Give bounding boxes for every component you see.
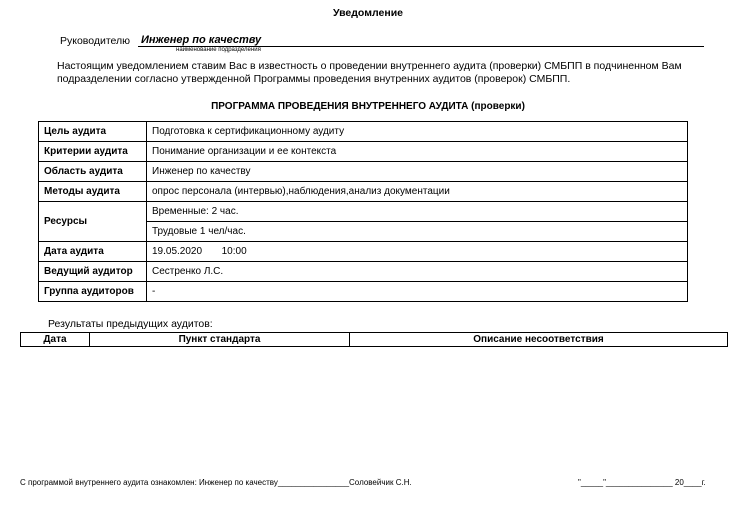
results-header-row: [21, 333, 728, 347]
date-cell: [147, 242, 688, 262]
group-value: -: [147, 282, 688, 302]
date-label: Дата аудита: [39, 242, 147, 262]
resources-time: Временные: 2 час.: [147, 202, 688, 222]
program-title: ПРОГРАММА ПРОВЕДЕНИЯ ВНУТРЕННЕГО АУДИТА (проверки): [211, 101, 525, 112]
acknowledgement-line: С программой внутреннего аудита ознакомлен: Инженер по качеству________________Соловейчик С.Н.: [20, 478, 412, 487]
criteria-label: Критерии аудита: [39, 142, 147, 162]
table-row-resources: [39, 202, 688, 222]
area-value: Инженер по качеству: [147, 162, 688, 182]
results-table: [20, 332, 728, 347]
results-col-description: Описание несоответствия: [350, 333, 728, 347]
methods-value: опрос персонала (интервью),наблюдения,анализ документации: [147, 182, 688, 202]
results-col-clause: Пункт стандарта: [90, 333, 350, 347]
recipient-sublabel: наименование подразделения: [176, 47, 261, 53]
document-title: Уведомление: [332, 7, 403, 19]
resources-labor: Трудовые 1 чел/час.: [147, 222, 688, 242]
table-row-area: [39, 162, 688, 182]
goal-label: Цель аудита: [39, 122, 147, 142]
table-row-date: [39, 242, 688, 262]
methods-label: Методы аудита: [39, 182, 147, 202]
resources-label: Ресурсы: [39, 202, 147, 242]
group-label: Группа аудиторов: [39, 282, 147, 302]
lead-value: Сестренко Л.С.: [147, 262, 688, 282]
lead-label: Ведущий аудитор: [39, 262, 147, 282]
intro-paragraph: Настоящим уведомлением ставим Вас в известность о проведении внутреннего аудита (проверки) СМБПП в подчиненном Вам подразделении согласно утвержденной Программы проведения внутренних аудитов (проверок) СМБПП.: [57, 60, 682, 85]
goal-value: Подготовка к сертификационному аудиту: [147, 122, 688, 142]
recipient-label: Руководителю: [60, 35, 131, 47]
criteria-value: Понимание организации и ее контекста: [147, 142, 688, 162]
table-row-goal: [39, 122, 688, 142]
date-signature-line: "_____"_______________ 20____г.: [578, 478, 706, 487]
time-value: 10:00: [221, 246, 247, 257]
date-value: 19.05.2020: [152, 246, 203, 257]
table-row-criteria: [39, 142, 688, 162]
area-label: Область аудита: [39, 162, 147, 182]
results-label: Результаты предыдущих аудитов:: [48, 318, 213, 330]
results-col-date: Дата: [21, 333, 90, 347]
recipient-value: Инженер по качеству: [141, 34, 262, 46]
table-row-methods: [39, 182, 688, 202]
table-row-group: [39, 282, 688, 302]
program-table: [38, 121, 688, 302]
table-row-lead: [39, 262, 688, 282]
